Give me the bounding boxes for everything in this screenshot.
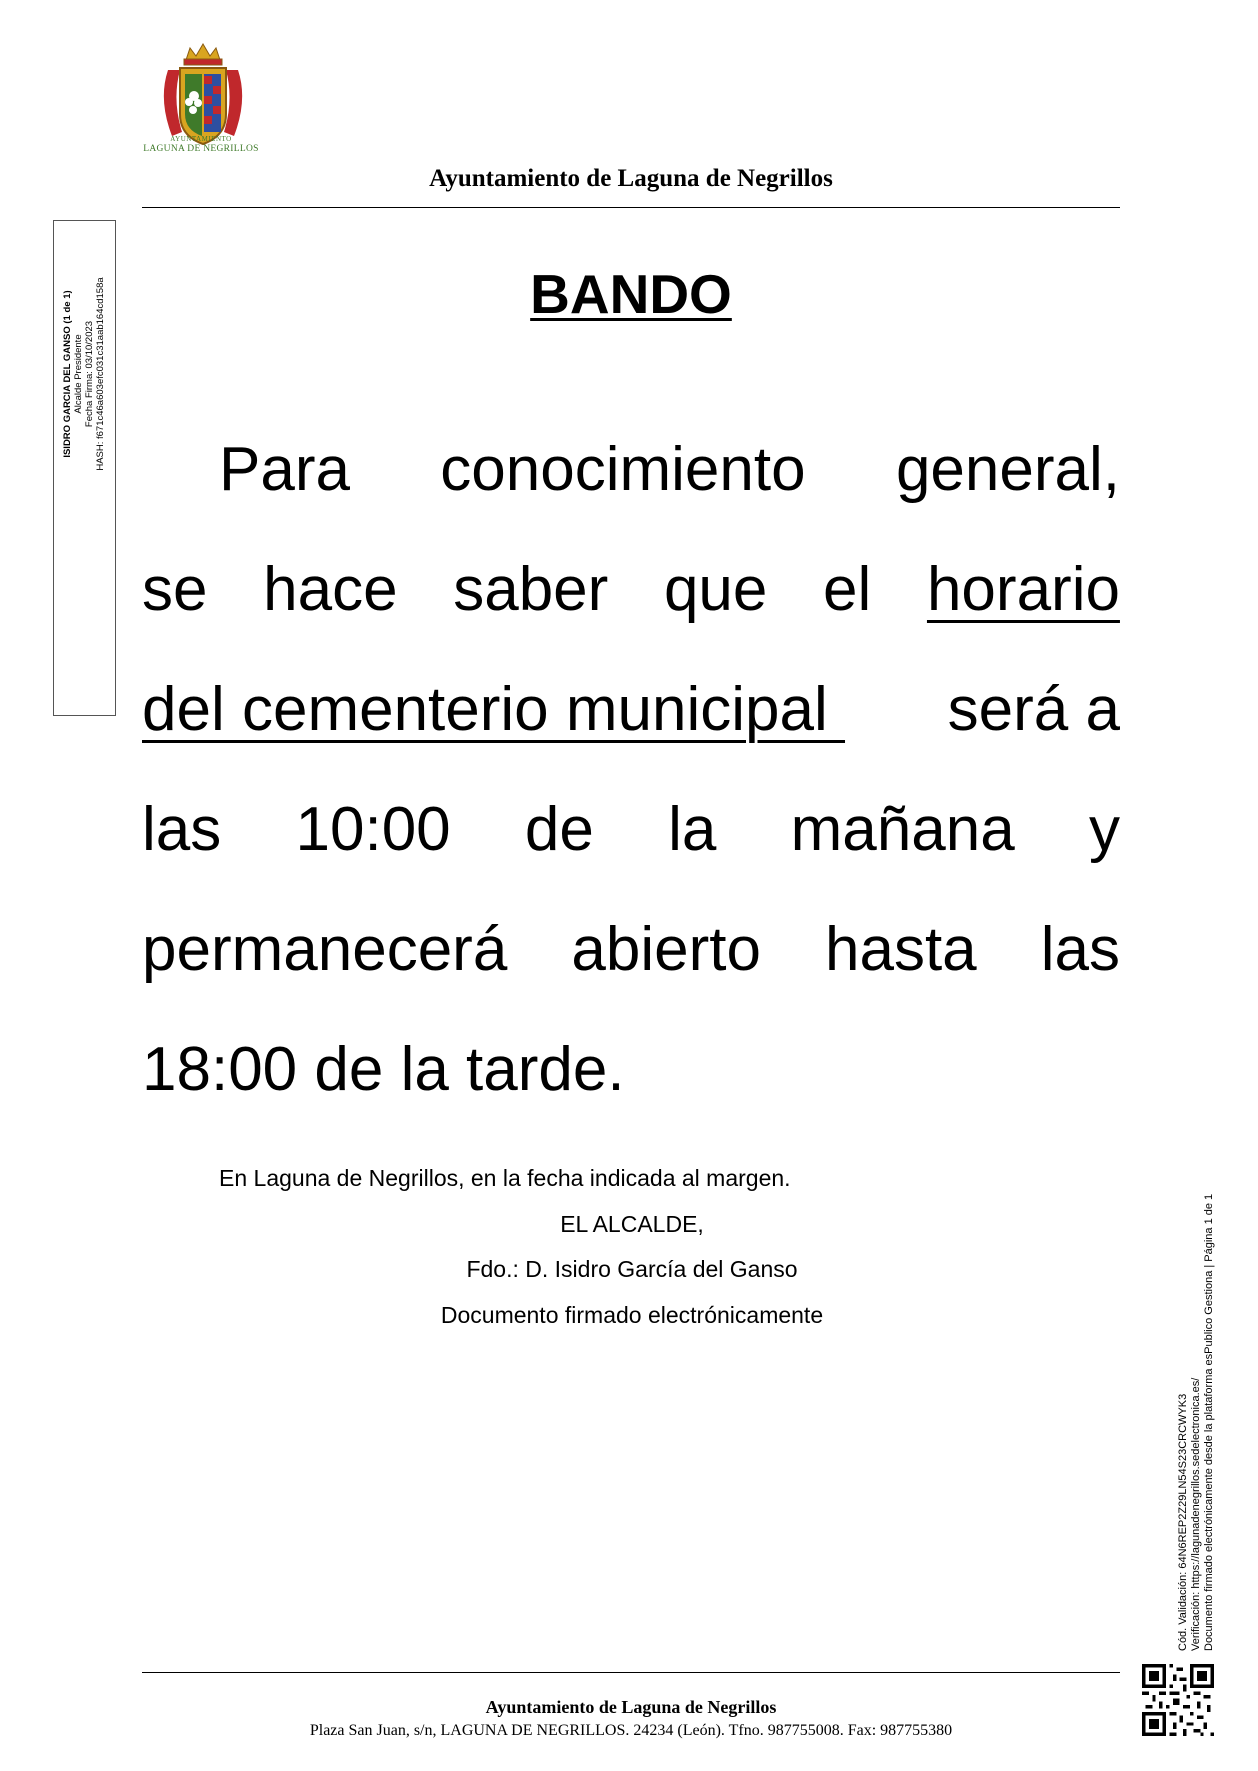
logo-caption-big: LAGUNA DE NEGRILLOS [143,143,259,154]
body-word: se [142,555,208,624]
closing-signed-by: Fdo.: D. Isidro García del Ganso [466,1256,798,1282]
body-word: las [142,795,222,864]
closing-note: Documento firmado electrónicamente [440,1302,824,1328]
body-line-4 [142,770,1120,890]
body-word: mañana [790,795,1015,864]
body-word: conocimiento [440,435,806,504]
logo-caption [126,136,276,154]
signature-role: Alcalde Presidente [73,334,84,414]
body-word: 10:00 [295,795,451,864]
verification-url[interactable]: Verificación: https://lagunadenegrillos.sedelectronica.es/ [1190,1377,1202,1651]
document-body [142,410,1120,1130]
document-title: BANDO [530,263,732,325]
body-line-6 [142,1010,1120,1130]
body-word: saber [453,555,609,624]
signature-text [62,254,106,494]
closing-role: EL ALCALDE, [560,1211,704,1237]
body-word: la [668,795,717,864]
body-line-3 [142,650,1120,770]
body-phrase-underlined: del cementerio municipal [142,675,846,744]
body-line-2 [142,530,1120,650]
header-divider [142,207,1120,208]
header-title: Ayuntamiento de Laguna de Negrillos [429,165,833,192]
footer-address: Plaza San Juan, s/n, LAGUNA DE NEGRILLOS. 24234 (León). Tfno. 987755008. Fax: 987755380 [309,1722,953,1739]
footer-divider [142,1672,1120,1673]
body-word: y [1088,795,1120,864]
verification-platform: Documento firmado electrónicamente desde la plataforma esPublico Gestiona | Página 1 de 1 [1203,1193,1215,1651]
body-word-underlined: horario [926,555,1120,624]
body-word: 18:00 de la tarde. [142,1035,625,1104]
verification-text [1177,1194,1216,1651]
body-line-1 [142,410,1120,530]
body-word: permanecerá [142,915,508,984]
body-word: abierto [571,915,761,984]
body-word: las [1040,915,1120,984]
body-line-5 [142,890,1120,1010]
closing-place: En Laguna de Negrillos, en la fecha indicada al margen. [219,1165,791,1191]
body-word: será a [947,675,1120,744]
body-word: hace [263,555,398,624]
body-word: de [524,795,594,864]
logo-caption-small: AYUNTAMIENTO [170,135,232,143]
signature-name: ISIDRO GARCIA DEL GANSO (1 de 1) [62,290,73,458]
signature-date: Fecha Firma: 03/10/2023 [84,320,95,428]
body-word: el [823,555,872,624]
signature-hash: HASH: f671c46a603efc031c31aab164cd158a [95,277,106,471]
body-word: que [663,555,768,624]
footer-title: Ayuntamiento de Laguna de Negrillos [485,1697,777,1717]
body-word: Para [219,435,350,504]
body-word: hasta [824,915,977,984]
verification-code: Cód. Validación: 64N6REP2Z29LN54S23CRCWYK3 [1177,1393,1189,1651]
body-word: general, [895,435,1120,504]
qr-code-icon[interactable] [1142,1664,1214,1736]
